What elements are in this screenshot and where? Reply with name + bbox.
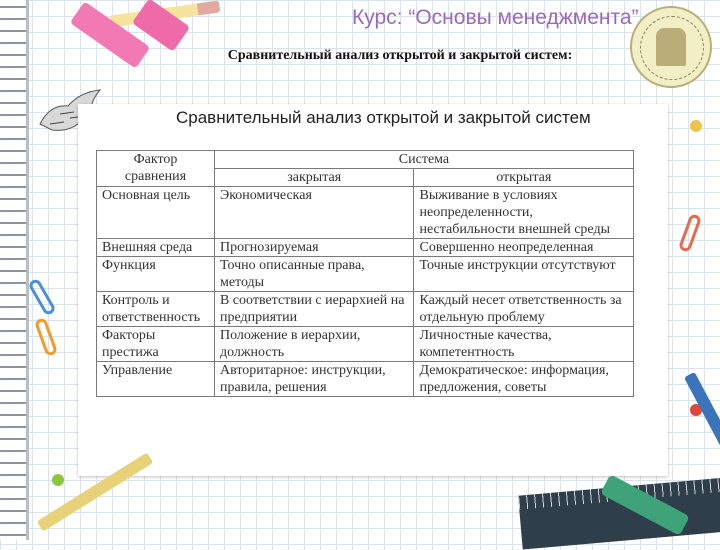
closed-cell: Экономическая — [214, 187, 414, 239]
closed-cell: Авторитарное: инструкции, правила, решения — [214, 362, 414, 397]
table-row — [97, 327, 634, 362]
closed-cell: Положение в иерархии, должность — [214, 327, 414, 362]
paperclip-icon — [678, 213, 702, 253]
seal-emblem — [630, 6, 712, 88]
card-title: Сравнительный анализ открытой и закрытой систем — [176, 108, 591, 127]
slide-heading: Сравнительный анализ открытой и закрытой систем: — [227, 48, 573, 63]
paperclip-icon — [27, 278, 56, 317]
pushpin-icon — [52, 474, 64, 486]
seal-building-icon — [656, 28, 686, 66]
factor-header: Фактор сравнения — [97, 151, 215, 187]
factor-cell: Контроль и ответственность — [97, 292, 215, 327]
binding-edge — [26, 0, 29, 540]
factor-cell: Внешняя среда — [97, 239, 215, 257]
notebook-binding — [0, 0, 26, 540]
factor-cell: Управление — [97, 362, 215, 397]
table-row — [97, 239, 634, 257]
system-header: Система — [214, 151, 633, 169]
factor-cell: Факторы престижа — [97, 327, 215, 362]
content-card — [78, 104, 668, 476]
course-title: Курс: “Основы менеджмента” — [352, 6, 639, 29]
comparison-table — [96, 150, 634, 397]
paperclip-icon — [34, 317, 58, 357]
table-header-row — [97, 151, 634, 169]
pushpin-icon — [690, 120, 702, 132]
closed-cell: В соответствии с иерархией на предприятии — [214, 292, 414, 327]
open-cell: Личностные качества, компетентность — [414, 327, 634, 362]
open-header: открытая — [414, 169, 634, 187]
table-row — [97, 292, 634, 327]
open-cell: Выживание в условиях неопределенности, нестабильности внешней среды — [414, 187, 634, 239]
open-cell: Каждый несет ответственность за отдельную проблему — [414, 292, 634, 327]
table-row — [97, 362, 634, 397]
closed-cell: Точно описанные права, методы — [214, 257, 414, 292]
open-cell: Демократическое: информация, предложения, советы — [414, 362, 634, 397]
table-row — [97, 257, 634, 292]
closed-header: закрытая — [214, 169, 414, 187]
factor-cell: Функция — [97, 257, 215, 292]
table-row — [97, 187, 634, 239]
open-cell: Точные инструкции отсутствуют — [414, 257, 634, 292]
open-cell: Совершенно неопределенная — [414, 239, 634, 257]
factor-cell: Основная цель — [97, 187, 215, 239]
closed-cell: Прогнозируемая — [214, 239, 414, 257]
